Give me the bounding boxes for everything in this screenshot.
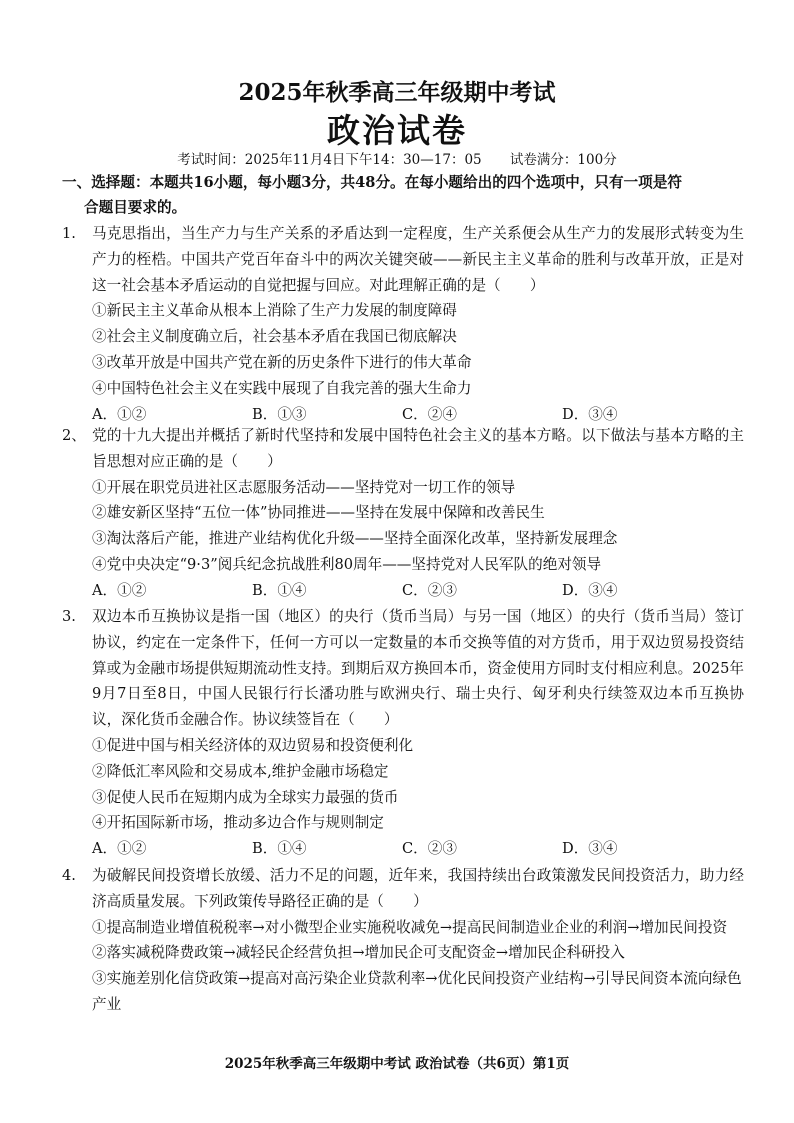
question-stem: 为破解民间投资增长放缓、活力不足的问题，近年来，我国持续出台政策激发民间投资活力，助力经济高质量发展。下列政策传导路径正确的是（ ） bbox=[92, 867, 744, 910]
choice-b[interactable]: B．①④ bbox=[252, 840, 307, 858]
question-2 bbox=[62, 423, 744, 604]
choice-a[interactable]: A．①② bbox=[92, 581, 147, 599]
statement-option: ②降低汇率风险和交易成本,维护金融市场稳定 bbox=[92, 762, 389, 780]
statement-option: ④党中央决定“9·3”阅兵纪念抗战胜利80周年——坚持党对人民军队的绝对领导 bbox=[92, 555, 602, 573]
statement-option: ②落实减税降费政策→减轻民企经营负担→增加民企可支配资金→增加民企科研投入 bbox=[92, 944, 625, 962]
question-number: 4. bbox=[62, 867, 76, 884]
question-stem: 马克思指出，当生产力与生产关系的矛盾达到一定程度，生产关系便会从生产力的发展形式转变为生产力的桎梏。中国共产党百年奋斗中的两次关键突破——新民主主义革命的胜利与改革开放，正是对这一社会基本矛盾运动的自觉把握与回应。对此理解正确的是（ ） bbox=[92, 225, 744, 294]
section-heading-line1: 一、选择题：本题共16小题，每小题3分，共48分。在每小题给出的四个选项中，只有一项是符 bbox=[62, 174, 682, 191]
choice-d[interactable]: D．③④ bbox=[562, 405, 618, 423]
question-3 bbox=[62, 604, 744, 862]
question-number: 3. bbox=[62, 608, 76, 625]
statement-option: ③改革开放是中国共产党在新的历史条件下进行的伟大革命 bbox=[92, 353, 472, 371]
choice-d[interactable]: D．③④ bbox=[562, 840, 618, 858]
question-number: 2、 bbox=[62, 427, 86, 444]
choice-c[interactable]: C．②④ bbox=[402, 405, 457, 423]
statement-option: ①开展在职党员进社区志愿服务活动——坚持党对一切工作的领导 bbox=[92, 478, 516, 496]
statement-option: ③促使人民币在短期内成为全球实力最强的货币 bbox=[92, 788, 399, 806]
exam-time: 考试时间：2025年11月4日下午14：30—17：05 bbox=[177, 152, 482, 168]
choice-b[interactable]: B．①④ bbox=[252, 581, 307, 599]
statement-option: ①提高制造业增值税税率→对小微型企业实施税收减免→提高民间制造业企业的利润→增加民间投资 bbox=[92, 918, 728, 936]
choice-a[interactable]: A．①② bbox=[92, 405, 147, 423]
choice-a[interactable]: A．①② bbox=[92, 840, 147, 858]
statement-option: ③淘汰落后产能，推进产业结构优化升级——坚持全面深化改革，坚持新发展理念 bbox=[92, 530, 618, 548]
statement-option: ③实施差别化信贷政策→提高对高污染企业贷款利率→优化民间投资产业结构→引导民间资本流向绿色产业 bbox=[92, 970, 742, 1013]
choice-d[interactable]: D．③④ bbox=[562, 581, 618, 599]
question-stem: 党的十九大提出并概括了新时代坚持和发展中国特色社会主义的基本方略。以下做法与基本方略的主旨思想对应正确的是（ ） bbox=[92, 427, 744, 470]
page-footer: 2025年秋季高三年级期中考试 政治试卷（共6页）第1页 bbox=[224, 1056, 570, 1072]
statement-option: ④中国特色社会主义在实践中展现了自我完善的强大生命力 bbox=[92, 379, 472, 397]
statement-option: ①新民主主义革命从根本上消除了生产力发展的制度障碍 bbox=[92, 302, 457, 320]
section-heading-line2: 合题目要求的。 bbox=[84, 199, 187, 216]
statement-option: ②雄安新区坚持“五位一体”协同推进——坚持在发展中保障和改善民生 bbox=[92, 504, 545, 522]
question-1 bbox=[62, 221, 744, 427]
statement-option: ④开拓国际新市场，推动多边合作与规则制定 bbox=[92, 814, 384, 832]
answer-choices bbox=[92, 836, 744, 862]
question-number: 1. bbox=[62, 225, 76, 242]
subject-title: 政治试卷 bbox=[327, 111, 467, 150]
question-stem: 双边本币互换协议是指一国（地区）的央行（货币当局）与另一国（地区）的央行（货币当局）签订协议，约定在一定条件下，任何一方可以一定数量的本币交换等值的对方货币，用于双边贸易投资结算或为金融市场提供短期流动性支持。到期后双方换回本币，资金使用方同时支付相应利息。2025年9月7日至8日，中国人民银行行长潘功胜与欧洲央行、瑞士央行、匈牙利央行续签双边本币互换协议，深化货币金融合作。协议续签旨在（ ） bbox=[92, 608, 744, 729]
choice-b[interactable]: B．①③ bbox=[252, 405, 307, 423]
statement-option: ②社会主义制度确立后，社会基本矛盾在我国已彻底解决 bbox=[92, 328, 457, 346]
statement-option: ①促进中国与相关经济体的双边贸易和投资便利化 bbox=[92, 736, 414, 754]
answer-choices bbox=[92, 578, 744, 604]
exam-info bbox=[0, 148, 794, 168]
exam-title: 2025年秋季高三年级期中考试 bbox=[238, 79, 556, 106]
choice-c[interactable]: C．②③ bbox=[402, 581, 457, 599]
choice-c[interactable]: C．②③ bbox=[402, 840, 457, 858]
question-4 bbox=[62, 863, 744, 1018]
section-heading bbox=[62, 170, 742, 220]
exam-score: 试卷满分：100分 bbox=[509, 152, 617, 168]
